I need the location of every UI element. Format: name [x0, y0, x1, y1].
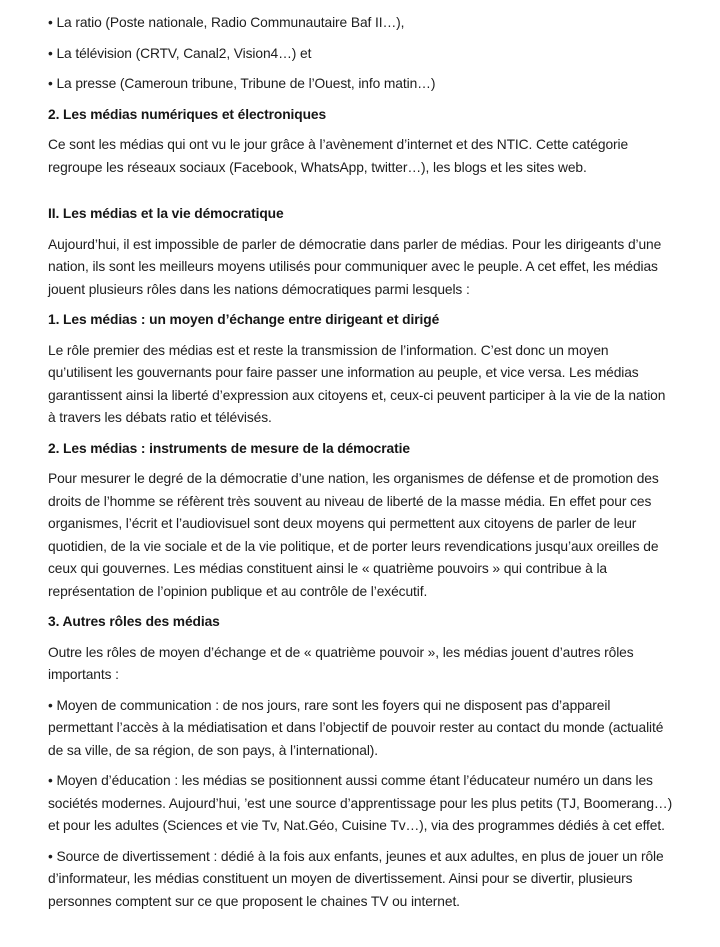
paragraph-autres-roles-intro: Outre les rôles de moyen d’échange et de « quatrième pouvoir », les médias jouent d’autres rôles importants : — [48, 644, 634, 682]
section-heading-vie-democratique: II. Les médias et la vie démocratique — [48, 206, 284, 221]
paragraph-medias-numeriques: Ce sont les médias qui ont vu le jour grâce à l’avènement d’internet et des NTIC. Cette catégorie regroupe les réseaux sociaux (Facebook, WhatsApp, twitter…), les blogs et les sites web. — [48, 137, 629, 175]
paragraph-moyen-echange: Le rôle premier des médias est et reste la transmission de l’information. C’est donc un moyen qu’utilisent les gouvernants pour faire passer une information au peuple, et vice versa. Les médias garantissent ainsi la liberté d’expression aux citoyens et, ceux-ci peuvent participer à la vie de la nation à travers les débats ratio et télévisés. — [48, 342, 666, 425]
bullet-item-television: • La télévision (CRTV, Canal2, Vision4…) et — [48, 45, 312, 61]
paragraph-intro-democratie: Aujourd’hui, il est impossible de parler de démocratie dans parler de médias. Pour les dirigeants d’une nation, ils sont les meilleurs moyens utilisés pour communiquer avec le peuple. A cet effet, les médias jouent plusieurs rôles dans les nations démocratiques parmi lesquels : — [48, 236, 662, 297]
bullet-item-moyen-education: • Moyen d’éducation : les médias se positionnent aussi comme étant l’éducateur numéro un dans les sociétés modernes. Aujourd’hui, ’est une source d’apprentissage pour les plus petits (TJ, Boomerang…) et pour les adultes (Sciences et vie Tv, Nat.Géo, Cuisine Tv…), via des programmes dédiés à cet effet. — [48, 773, 673, 833]
bullet-item-radio: • La ratio (Poste nationale, Radio Communautaire Baf II…), — [48, 15, 405, 30]
section-heading-autres-roles: 3. Autres rôles des médias — [48, 614, 220, 629]
section-heading-medias-numeriques: 2. Les médias numériques et électroniques — [48, 106, 327, 122]
section-heading-instruments-mesure: 2. Les médias : instruments de mesure de la démocratie — [48, 440, 410, 456]
bullet-item-moyen-communication: • Moyen de communication : de nos jours, rare sont les foyers qui ne disposent pas d’appareil permettant l’accès à la médiatisation et dans l’objectif de pouvoir rester au contact du monde (actualité de sa ville, de sa région, de son pays, à l’international). — [48, 697, 664, 758]
bullet-item-source-divertissement: • Source de divertissement : dédié à la fois aux enfants, jeunes et aux adultes, en plus de jouer un rôle d’informateur, les médias constituent un moyen de divertissement. Ainsi pour se divertir, plusieurs personnes comptent sur ce que proposent le chaines TV ou internet. — [48, 848, 664, 909]
section-heading-moyen-echange: 1. Les médias : un moyen d’échange entre dirigeant et dirigé — [48, 312, 440, 327]
paragraph-instruments-mesure: Pour mesurer le degré de la démocratie d’une nation, les organismes de défense et de promotion des droits de l’homme se réfèrent très souvent au niveau de liberté de la masse média. En effet pour ces organismes, l’écrit et l’audiovisuel sont deux moyens qui permettent aux citoyens de parler de leur quotidien, de la vie sociale et de la vie politique, et de porter leurs revendications jusqu’aux oreilles de ceux qui gouvernes. Les médias constituent ainsi le « quatrième pouvoirs » qui contribue à la représentation de l’opinion publique et au contrôle de l’exécutif. — [48, 471, 659, 599]
bullet-item-presse: • La presse (Cameroun tribune, Tribune de l’Ouest, info matin…) — [48, 76, 436, 91]
